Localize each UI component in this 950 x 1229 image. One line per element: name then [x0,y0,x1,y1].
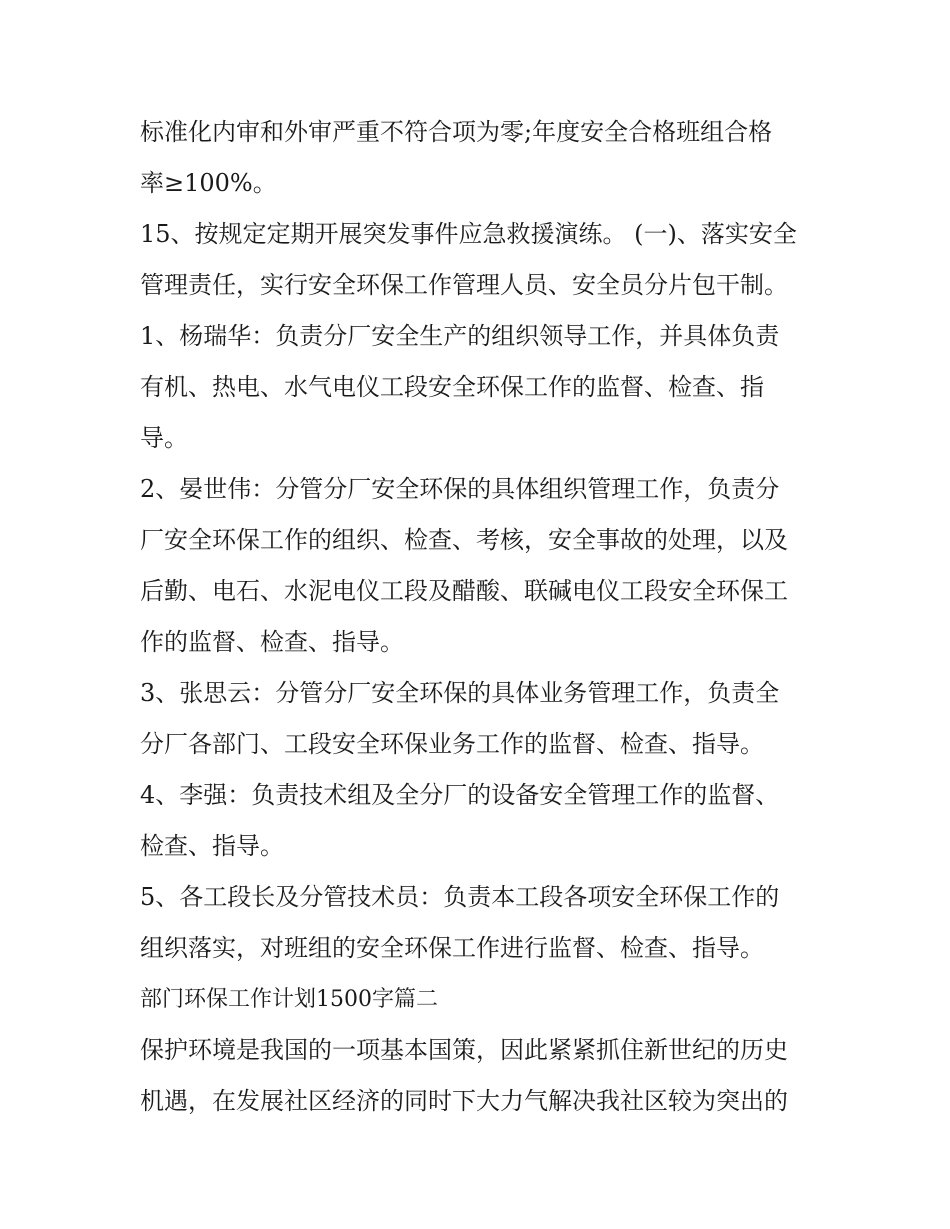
text-line: 导。 [140,424,188,452]
text-line: 4、李强：负责技术组及全分厂的设备安全管理工作的监督、 [140,781,780,809]
text-line: 作的监督、检查、指导。 [140,628,404,656]
text-line: 3、张思云：分管分厂安全环保的具体业务管理工作，负责全 [140,679,780,707]
text-line: 2、晏世伟：分管分厂安全环保的具体组织管理工作，负责分 [140,475,780,503]
text-line: 后勤、电石、水泥电仪工段及醋酸、联碱电仪工段安全环保工 [140,577,788,605]
text-line: 1、杨瑞华：负责分厂安全生产的组织领导工作，并具体负责 [140,322,780,350]
text-line: 保护环境是我国的一项基本国策，因此紧紧抓住新世纪的历史 [140,1036,788,1064]
text-line: 管理责任，实行安全环保工作管理人员、安全员分片包干制。 [140,271,788,299]
section-heading: 部门环保工作计划1500字篇二 [140,987,438,1012]
text-line: 组织落实，对班组的安全环保工作进行监督、检查、指导。 [140,934,764,962]
text-line: 检查、指导。 [140,832,284,860]
text-line: 率≥100%。 [140,169,277,197]
text-line: 分厂各部门、工段安全环保业务工作的监督、检查、指导。 [140,730,764,758]
text-line: 机遇，在发展社区经济的同时下大力气解决我社区较为突出的 [140,1087,788,1115]
document-body [140,107,820,1127]
text-line: 15、按规定定期开展突发事件应急救援演练。 (一)、落实安全 [140,220,797,248]
text-line: 5、各工段长及分管技术员：负责本工段各项安全环保工作的 [140,883,780,911]
text-line: 厂安全环保工作的组织、检查、考核，安全事故的处理，以及 [140,526,788,554]
text-line: 标准化内审和外审严重不符合项为零;年度安全合格班组合格 [140,118,773,146]
text-line: 有机、热电、水气电仪工段安全环保工作的监督、检查、指 [140,373,764,401]
